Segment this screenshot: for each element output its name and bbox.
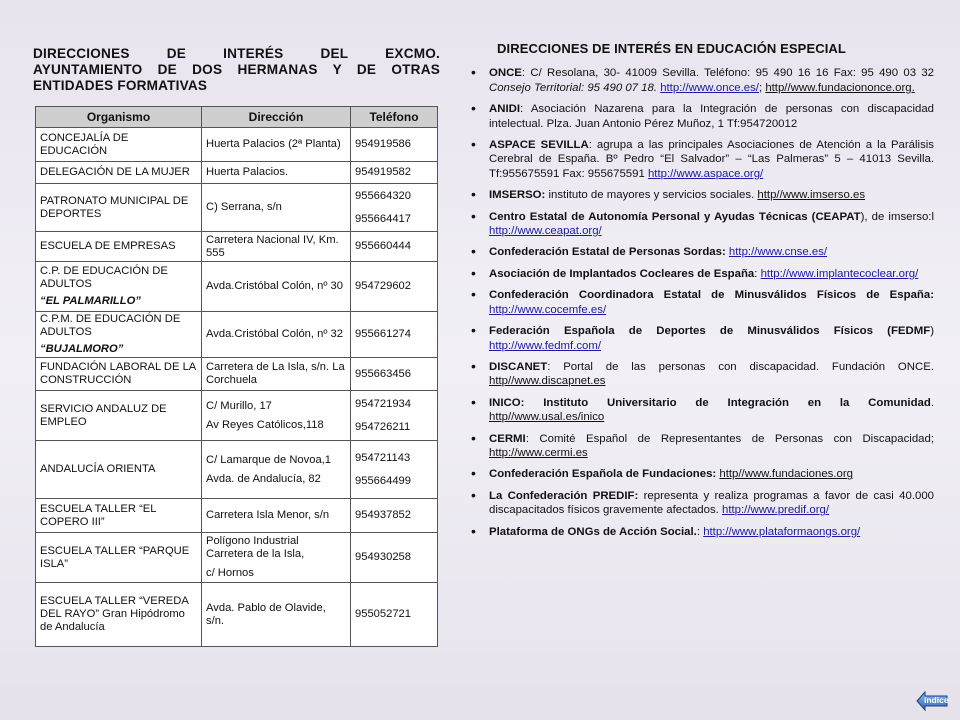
cell-telefono: [351, 184, 438, 232]
cell-text: CONCEJALÍA DE EDUCACIÓN: [40, 131, 129, 157]
header-direccion: Dirección: [202, 107, 351, 128]
cell-text: 955661274: [355, 328, 411, 340]
cell-text: Huerta Palacios.: [206, 166, 289, 178]
table-row: [36, 184, 438, 232]
cell-text: 955664417: [355, 212, 411, 225]
item-link[interactable]: http://www.ceapat.org/: [489, 225, 602, 238]
cell-direccion: [202, 128, 351, 162]
title-line: AYUNTAMIENTO DE DOS HERMANAS Y DE OTRAS: [33, 62, 440, 77]
list-item: [471, 360, 934, 389]
cell-organismo: [36, 441, 202, 499]
cell-organismo: [36, 262, 202, 312]
table-row: [36, 358, 438, 391]
index-label: índice: [924, 695, 949, 705]
item-link[interactable]: http//www.imserso.es: [757, 189, 866, 202]
cell-telefono: [351, 391, 438, 441]
cell-text: PATRONATO MUNICIPAL DE DEPORTES: [40, 194, 189, 220]
table-row: [36, 499, 438, 533]
cell-text: 954721934: [355, 397, 411, 410]
cell-organismo: [36, 128, 202, 162]
table-header-row: [36, 107, 438, 128]
item-name: ONCE: [489, 67, 522, 80]
index-button[interactable]: [916, 690, 948, 712]
cell-emphasis: “BUJALMORO”: [40, 343, 124, 355]
cell-direccion: [202, 583, 351, 647]
left-section: [33, 46, 440, 94]
item-link[interactable]: http://www.implantecoclear.org/: [760, 267, 919, 280]
cell-text: Avda.Cristóbal Colón, nº 30: [206, 280, 343, 292]
list-item: [471, 288, 934, 317]
cell-direccion: [202, 358, 351, 391]
item-link[interactable]: http://www.cocemfe.es/: [489, 303, 607, 316]
cell-text: ESCUELA TALLER “VEREDA DEL RAYO” Gran Hipódromo de Andalucía: [40, 595, 189, 633]
cell-direccion: [202, 533, 351, 583]
list-item: [471, 467, 934, 481]
cell-organismo: [36, 499, 202, 533]
cell-text: 955052721: [355, 608, 411, 620]
section-title: DIRECCIONES DE INTERÉS EN EDUCACIÓN ESPECIAL: [497, 41, 846, 56]
list-item: [471, 245, 934, 259]
cell-text: C/ Murillo, 17: [206, 399, 272, 412]
cell-organismo: [36, 391, 202, 441]
table-row: [36, 162, 438, 184]
item-text: : Comité Español de Representantes de Personas con Discapacidad;: [525, 432, 934, 445]
cell-direccion: [202, 262, 351, 312]
cell-telefono: [351, 358, 438, 391]
cell-text: 955663456: [355, 367, 411, 380]
table-row: [36, 232, 438, 262]
table-row: [36, 312, 438, 358]
title-line: ENTIDADES FORMATIVAS: [33, 78, 208, 93]
cell-text: Carretera Nacional IV, Km. 555: [206, 233, 339, 259]
cell-direccion: [202, 441, 351, 499]
cell-organismo: [36, 184, 202, 232]
page-title: [33, 46, 440, 94]
item-link[interactable]: http://www.cermi.es: [489, 446, 588, 459]
cell-text: 954919586: [355, 138, 411, 150]
cell-telefono: [351, 583, 438, 647]
list-item: [471, 188, 934, 202]
cell-organismo: [36, 312, 202, 358]
item-link[interactable]: http://www.fedmf.com/: [489, 339, 602, 352]
item-text: : Portal de las personas con discapacidad. Fundación ONCE.: [547, 360, 934, 373]
cell-direccion: [202, 184, 351, 232]
cell-telefono: [351, 499, 438, 533]
cell-direccion: [202, 232, 351, 262]
cell-text: 954919582: [355, 166, 411, 178]
resource-list: [471, 66, 934, 539]
cell-text: Avda.Cristóbal Colón, nº 32: [206, 328, 343, 340]
item-name: ASPACE SEVILLA: [489, 139, 589, 152]
item-name: Confederación Española de Fundaciones:: [489, 468, 717, 481]
item-name: Centro Estatal de Autonomía Personal y Ayudas Técnicas (CEAPAT: [489, 210, 861, 223]
list-item: [471, 432, 934, 461]
cell-text: C.P. DE EDUCACIÓN DE ADULTOS: [40, 265, 168, 290]
item-text: :: [696, 525, 704, 538]
organisms-table: [35, 106, 438, 647]
cell-organismo: [36, 583, 202, 647]
item-name: INICO: Instituto Universitario de Integración en la Comunidad: [489, 396, 931, 409]
cell-text: 954729602: [355, 280, 411, 292]
cell-text: FUNDACIÓN LABORAL DE LA CONSTRUCCIÓN: [40, 361, 196, 386]
cell-organismo: [36, 533, 202, 583]
cell-text: 955664320: [355, 189, 411, 202]
list-item: [471, 396, 934, 425]
table-row: [36, 533, 438, 583]
item-name: Asociación de Implantados Cocleares de España: [489, 267, 755, 280]
cell-text: Huerta Palacios (2ª Planta): [206, 138, 341, 150]
item-link[interactable]: http//www.discapnet.es: [489, 375, 606, 388]
item-link[interactable]: http//www.fundaciones.org: [719, 468, 853, 481]
cell-text: Avda. de Andalucía, 82: [206, 472, 321, 485]
cell-organismo: [36, 232, 202, 262]
header-telefono: Teléfono: [351, 107, 438, 128]
table-row: [36, 441, 438, 499]
item-name: Confederación Coordinadora Estatal de Minusválidos Físicos de España:: [489, 289, 934, 302]
item-link[interactable]: http://www.plataformaongs.org/: [703, 525, 861, 538]
cell-text: SERVICIO ANDALUZ DE EMPLEO: [40, 402, 167, 428]
cell-text: 954726211: [355, 420, 411, 433]
cell-emphasis: “EL PALMARILLO”: [40, 295, 141, 307]
cell-organismo: [36, 358, 202, 391]
item-name: La Confederación PREDIF:: [489, 489, 639, 502]
item-italic: Consejo Territorial: 95 490 07 18.: [489, 81, 658, 94]
cell-text: ESCUELA TALLER “PARQUE ISLA”: [40, 544, 190, 570]
list-item: [471, 210, 934, 239]
item-text: : C/ Resolana, 30- 41009 Sevilla. Teléfono: 95 490 16 16 Fax: 95 490 03 32: [521, 67, 934, 80]
cell-text: Polígono Industrial Carretera de la Isla,: [206, 535, 305, 560]
list-item: [471, 267, 934, 281]
cell-text: ESCUELA TALLER “EL COPERO III”: [40, 502, 157, 528]
cell-direccion: [202, 499, 351, 533]
cell-text: ANDALUCÍA ORIENTA: [40, 463, 156, 475]
cell-text: Av Reyes Católicos,118: [206, 418, 324, 431]
cell-direccion: [202, 312, 351, 358]
cell-text: C) Serrana, s/n: [206, 201, 282, 213]
item-link[interactable]: http://www.predif.org/: [722, 504, 830, 517]
cell-telefono: [351, 312, 438, 358]
table-row: [36, 391, 438, 441]
table-row: [36, 262, 438, 312]
item-name: DISCANET: [489, 360, 548, 373]
item-link[interactable]: http://www.once.es/: [660, 81, 759, 94]
cell-telefono: [351, 533, 438, 583]
cell-direccion: [202, 391, 351, 441]
cell-text: c/ Hornos: [206, 567, 254, 579]
item-link[interactable]: http//www.usal.es/inico: [489, 411, 605, 424]
cell-text: 954930258: [355, 551, 411, 563]
table-row: [36, 583, 438, 647]
item-name: Federación Española de Deportes de Minusválidos Físicos (FEDMF: [489, 325, 931, 338]
title-line: DIRECCIONES DE INTERÉS DEL EXCMO.: [33, 46, 440, 61]
item-text: : Asociación Nazarena para la Integración de personas con discapacidad intelectual. Plza. Juan Antonio Pérez Muñoz, 1 Tf:954720012: [489, 103, 934, 130]
item-name: Confederación Estatal de Personas Sordas:: [489, 246, 726, 259]
cell-text: 954937852: [355, 509, 411, 521]
item-text: representa y realiza programas a favor de casi 40.000 discapacitados físicos gravemente afectados.: [489, 489, 934, 517]
list-item: [471, 138, 934, 181]
list-item: [471, 324, 934, 353]
cell-text: DELEGACIÓN DE LA MUJER: [40, 166, 190, 178]
cell-telefono: [351, 262, 438, 312]
cell-organismo: [36, 162, 202, 184]
cell-text: C/ Lamarque de Novoa,1: [206, 453, 332, 466]
cell-text: ESCUELA DE EMPRESAS: [40, 240, 176, 252]
list-item: [471, 102, 934, 131]
item-text: :: [754, 267, 761, 280]
list-item: [471, 66, 934, 95]
item-text: .: [930, 396, 934, 409]
item-name: CERMI: [489, 432, 526, 445]
header-organismo: Organismo: [36, 107, 202, 128]
item-sep: ;: [758, 81, 766, 94]
cell-telefono: [351, 128, 438, 162]
cell-telefono: [351, 232, 438, 262]
right-section: [471, 42, 934, 546]
item-link[interactable]: http://www.aspace.org/: [647, 167, 764, 180]
cell-text: Avda. Pablo de Olavide, s/n.: [206, 601, 326, 627]
item-link[interactable]: http//www.fundaciononce.org.: [765, 81, 915, 94]
cell-text: 954721143: [355, 451, 411, 464]
cell-text: Carretera Isla Menor, s/n: [206, 509, 330, 521]
item-text: : agrupa a las principales Asociaciones de Atención a la Parálisis Cerebral de España. Bº Pedro “El Salvador” – “Las Palmeras” 5 – 41013 Sevilla. Tf:955675591 Fax: 955675591: [489, 139, 934, 180]
cell-telefono: [351, 441, 438, 499]
item-name: Plataforma de ONGs de Acción Social.: [489, 525, 697, 538]
table-row: [36, 128, 438, 162]
list-item: [471, 489, 934, 518]
cell-telefono: [351, 162, 438, 184]
cell-text: 955664499: [355, 474, 411, 487]
cell-direccion: [202, 162, 351, 184]
item-text: ), de imserso:l: [860, 210, 934, 223]
item-name: ANIDI: [489, 103, 521, 116]
list-item: [471, 525, 934, 539]
cell-text: C.P.M. DE EDUCACIÓN DE ADULTOS: [40, 313, 181, 338]
item-text: ): [930, 325, 934, 338]
item-text: instituto de mayores y servicios sociales.: [545, 189, 758, 202]
cell-text: Carretera de La Isla, s/n. La Corchuela: [206, 361, 345, 386]
cell-text: 955660444: [355, 240, 411, 252]
item-name: IMSERSO:: [489, 189, 546, 202]
item-link[interactable]: http://www.cnse.es/: [728, 246, 828, 259]
